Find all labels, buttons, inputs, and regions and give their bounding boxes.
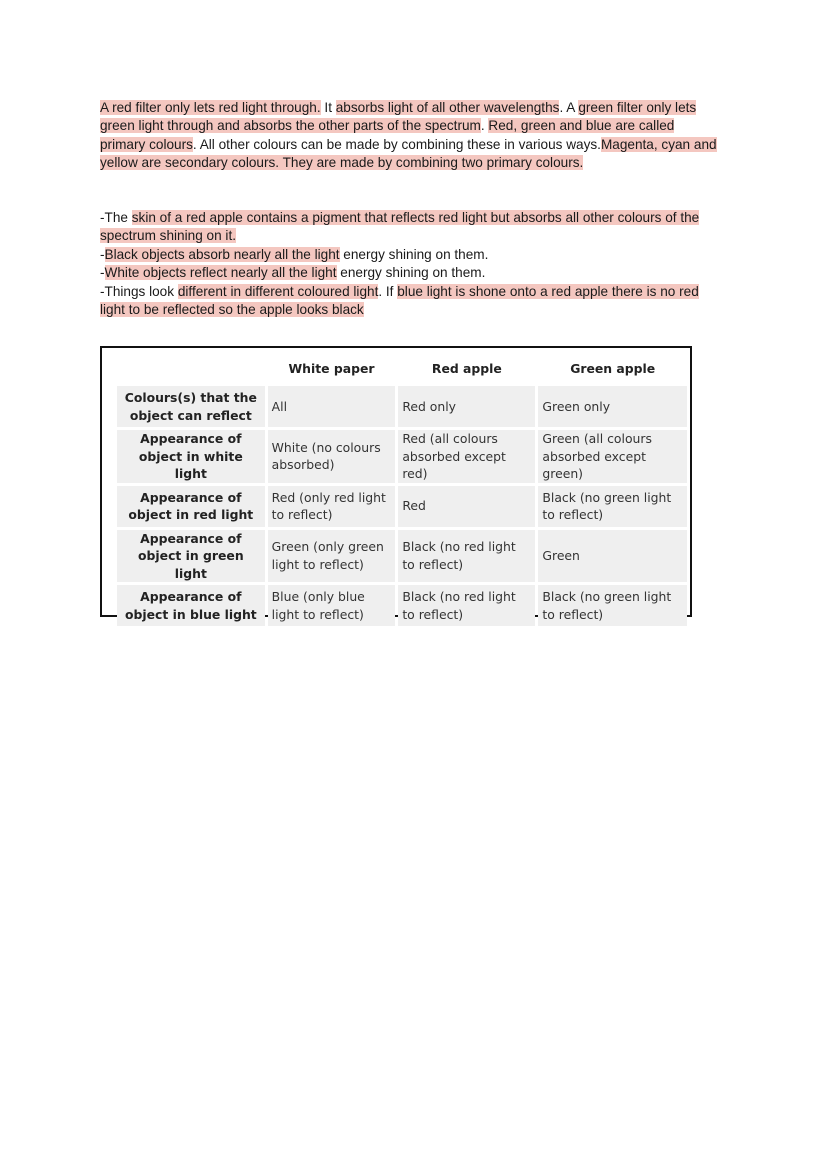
note-line bbox=[100, 246, 720, 264]
plain-text: . A bbox=[559, 100, 579, 115]
plain-text: - bbox=[100, 246, 105, 262]
row-header: Appearance of object in blue light bbox=[117, 585, 265, 626]
plain-text: It bbox=[320, 100, 336, 115]
colour-table-frame bbox=[100, 346, 692, 622]
highlighted-text: Magenta, cyan and yellow are secondary colours. They are made by combining two primary colours. bbox=[100, 136, 717, 171]
table-cell: Green (only green light to reflect) bbox=[268, 530, 396, 583]
table-cell: Green only bbox=[538, 386, 687, 427]
table-cell: Green bbox=[538, 530, 687, 583]
highlighted-text: White objects reflect nearly all the light bbox=[104, 265, 337, 281]
table-cell: All bbox=[268, 386, 396, 427]
note-line bbox=[100, 209, 720, 246]
table-cell: Black (no red light to reflect) bbox=[398, 585, 535, 626]
intro-paragraph bbox=[100, 99, 720, 173]
highlighted-text: absorbs light of all other wavelengths bbox=[335, 100, 560, 115]
highlighted-text: Black objects absorb nearly all the light bbox=[104, 246, 340, 262]
table-row bbox=[117, 486, 687, 527]
table-row bbox=[117, 430, 687, 483]
notes-paragraph bbox=[100, 209, 720, 319]
plain-text: -Things look bbox=[100, 283, 178, 299]
table-cell: Red bbox=[398, 486, 535, 527]
plain-text: energy shining on them. bbox=[339, 246, 489, 262]
table-cell: Red only bbox=[398, 386, 535, 427]
note-line bbox=[100, 283, 720, 320]
table-header-row bbox=[117, 355, 687, 383]
highlighted-text: different in different coloured light bbox=[177, 283, 379, 299]
highlighted-text: Red, green and blue are called primary colours bbox=[100, 118, 675, 152]
column-header: Red apple bbox=[431, 361, 502, 377]
highlighted-text: green filter only lets green light through and absorbs the other parts of the spectrum bbox=[100, 100, 697, 134]
table-cell: Green (all colours absorbed except green) bbox=[538, 430, 687, 483]
note-line bbox=[100, 264, 720, 282]
column-header: Green apple bbox=[570, 361, 656, 377]
plain-text: . bbox=[480, 118, 489, 134]
highlighted-text: blue light is shone onto a red apple there is no red light to be reflected so the apple looks black bbox=[100, 283, 699, 318]
table-cell: Red (only red light to reflect) bbox=[268, 486, 396, 527]
plain-text: . If bbox=[378, 283, 398, 299]
row-header: Appearance of object in white light bbox=[117, 430, 265, 483]
table-cell: Blue (only blue light to reflect) bbox=[268, 585, 396, 626]
table-cell: Black (no green light to reflect) bbox=[538, 585, 687, 626]
table-cell: Black (no red light to reflect) bbox=[398, 530, 535, 583]
table-row bbox=[117, 530, 687, 583]
highlighted-text: skin of a red apple contains a pigment that reflects red light but absorbs all other colours of the spectrum shining on it. bbox=[100, 210, 700, 244]
table-cell: White (no colours absorbed) bbox=[268, 430, 396, 483]
plain-text: - bbox=[100, 265, 105, 281]
row-header: Appearance of object in green light bbox=[117, 530, 265, 583]
plain-text: . All other colours can be made by combining these in various ways. bbox=[192, 136, 601, 152]
row-header: Appearance of object in red light bbox=[117, 486, 265, 527]
table-cell: Red (all colours absorbed except red) bbox=[398, 430, 535, 483]
table-corner bbox=[117, 355, 265, 383]
plain-text: -The bbox=[100, 210, 132, 225]
highlighted-text: A red filter only lets red light through. bbox=[100, 100, 321, 115]
colour-reflection-table bbox=[114, 352, 690, 629]
table-row bbox=[117, 585, 687, 626]
row-header: Colours(s) that the object can reflect bbox=[117, 386, 265, 427]
plain-text: energy shining on them. bbox=[336, 265, 486, 281]
column-header: White paper bbox=[288, 361, 375, 377]
table-row bbox=[117, 386, 687, 427]
table-cell: Black (no green light to reflect) bbox=[538, 486, 687, 527]
